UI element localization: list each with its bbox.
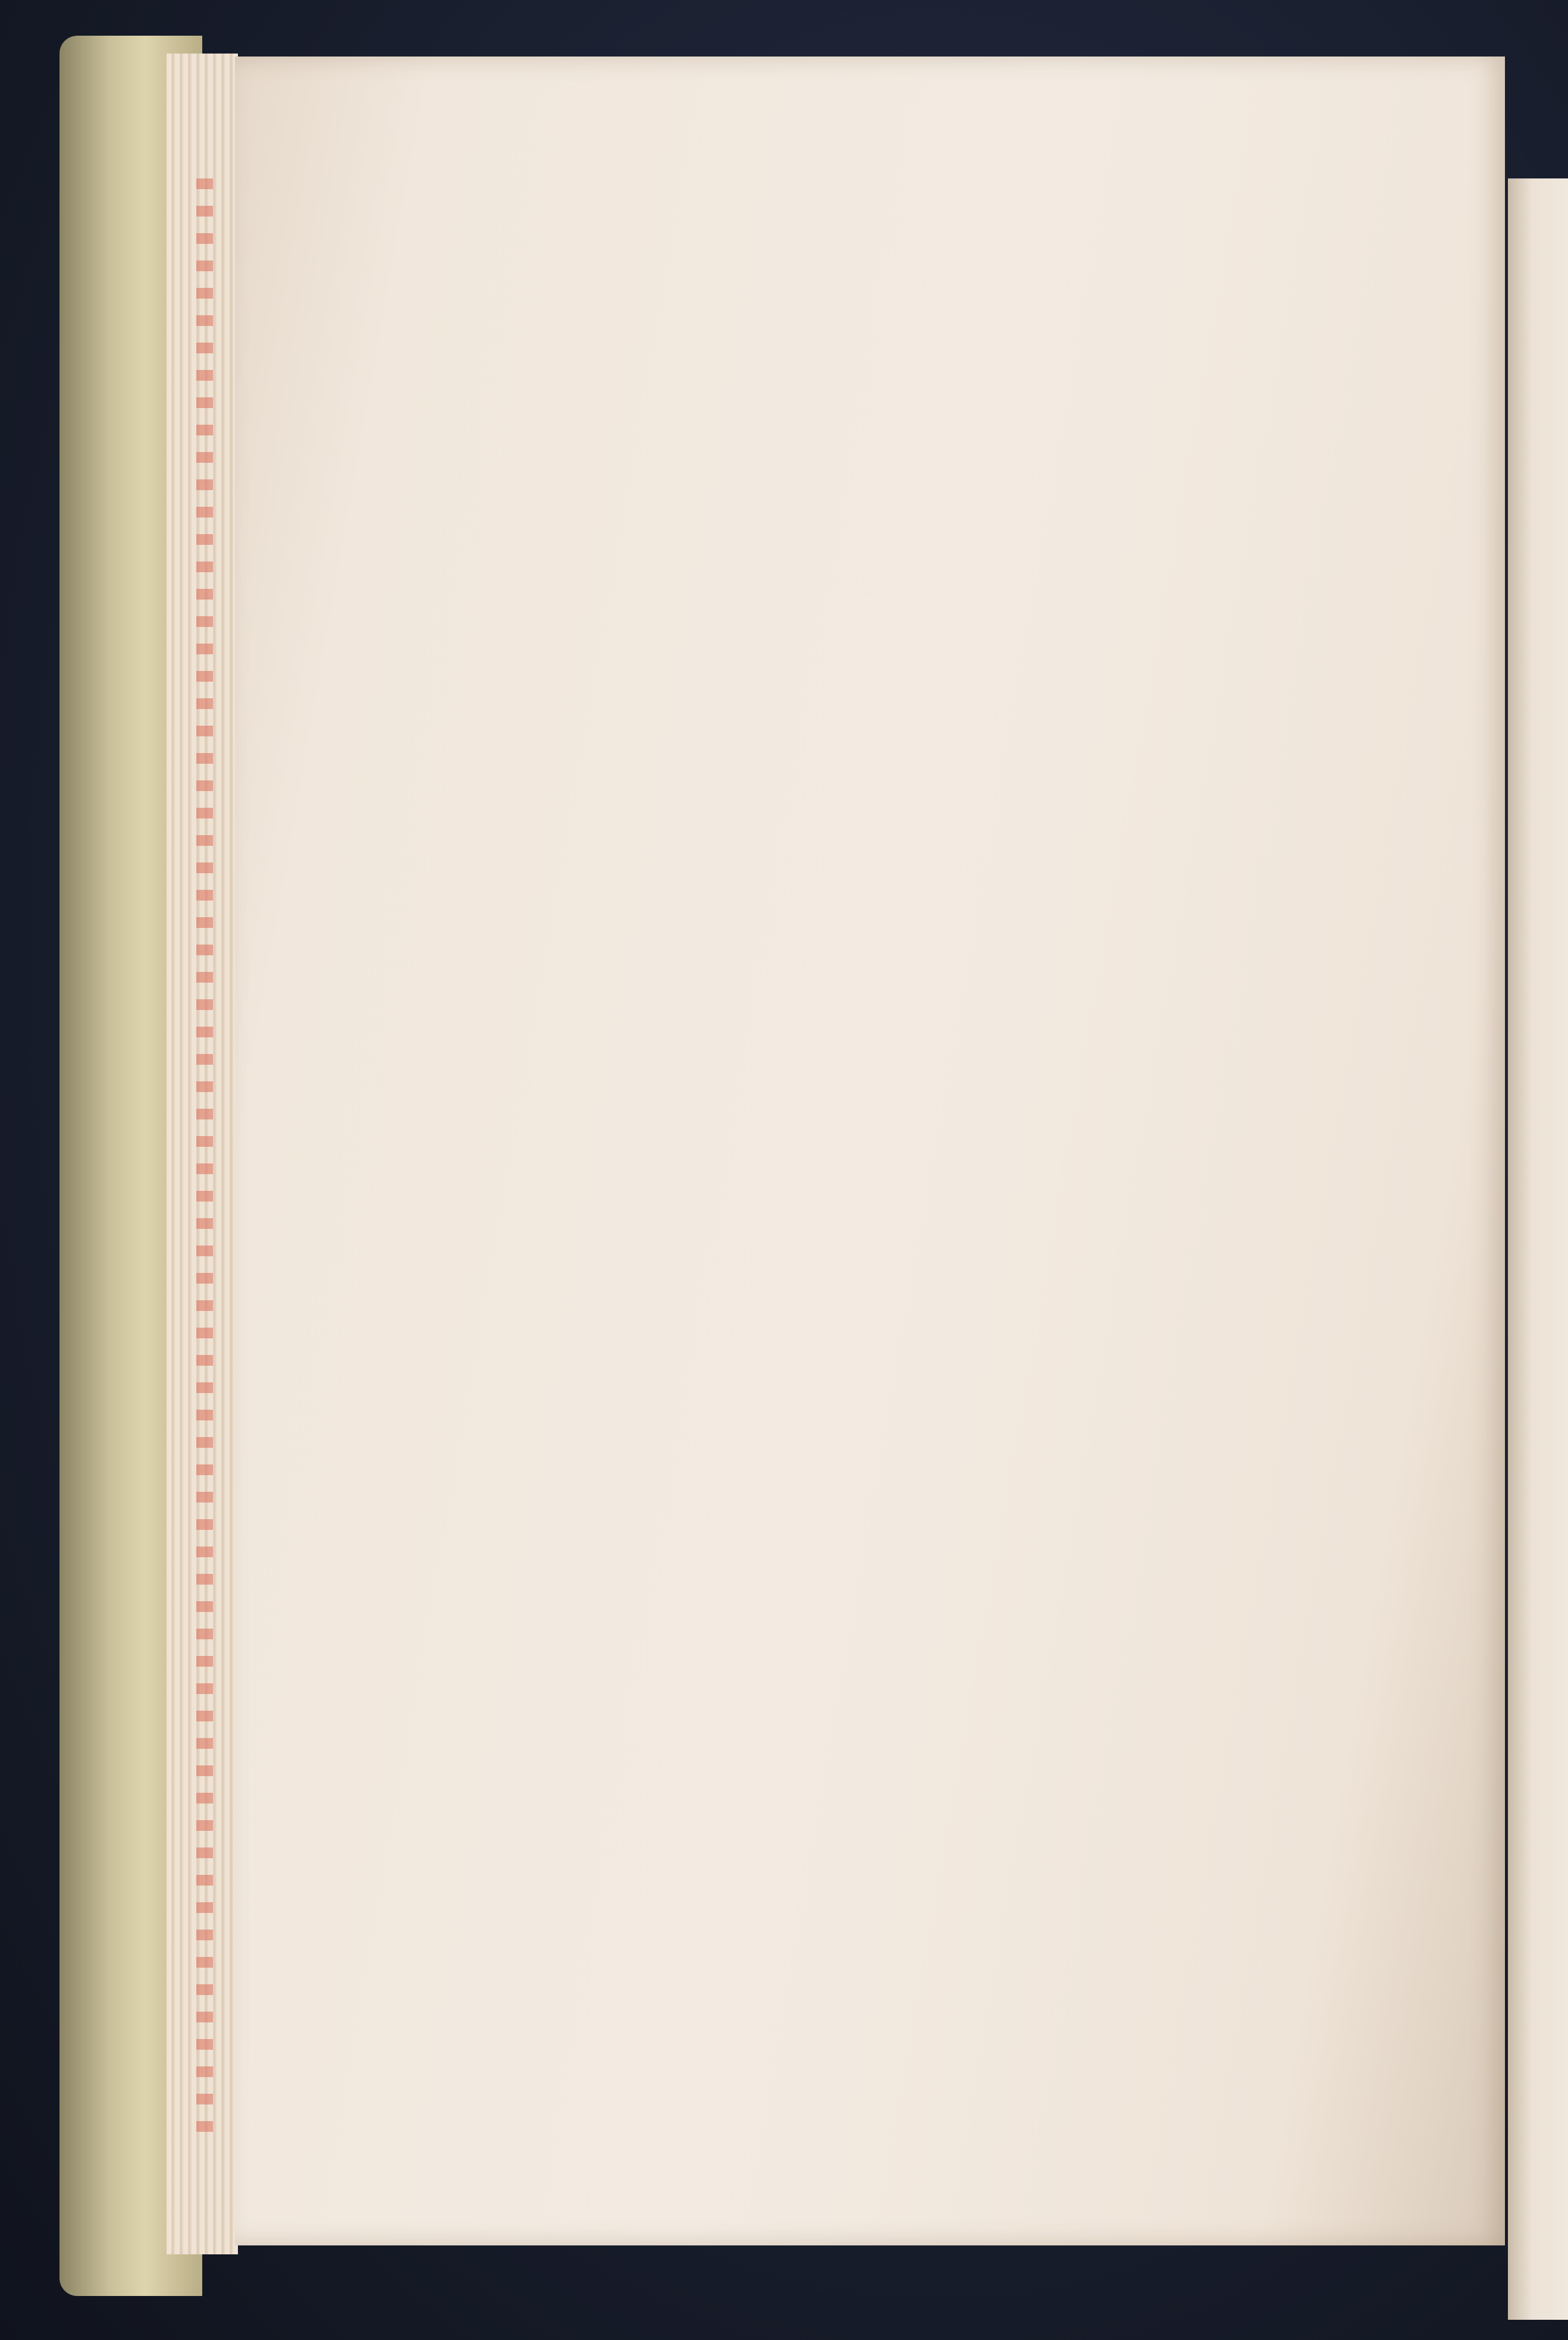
book-page xyxy=(235,57,1505,2245)
red-page-edge xyxy=(196,178,213,2141)
facing-page xyxy=(1508,178,1568,2320)
